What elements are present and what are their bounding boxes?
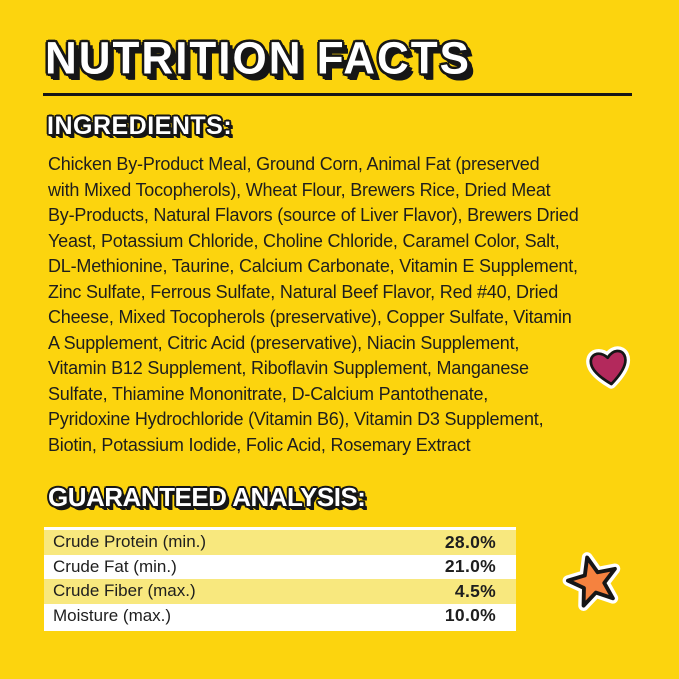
analysis-label: Crude Fat (min.) bbox=[53, 556, 177, 576]
analysis-label: Crude Protein (min.) bbox=[53, 532, 207, 552]
ingredients-line: with Mixed Tocopherols), Wheat Flour, Brewers Rice, Dried Meat bbox=[48, 179, 551, 200]
analysis-label: Moisture (max.) bbox=[53, 605, 172, 625]
title-divider bbox=[43, 93, 632, 96]
analysis-value: 10.0% bbox=[444, 605, 496, 626]
ingredients-line: Sulfate, Thiamine Mononitrate, D-Calcium Pantothenate, bbox=[48, 383, 489, 404]
ingredients-line: Yeast, Potassium Chloride, Choline Chloride, Caramel Color, Salt, bbox=[48, 230, 560, 251]
star-icon bbox=[562, 550, 624, 612]
table-row bbox=[44, 530, 516, 555]
table-row bbox=[44, 604, 516, 629]
ingredients-heading: INGREDIENTS: bbox=[47, 112, 233, 140]
ingredients-line: Chicken By-Product Meal, Ground Corn, Animal Fat (preserved bbox=[48, 154, 540, 174]
ingredients-line: Biotin, Potassium Iodide, Folic Acid, Rosemary Extract bbox=[48, 434, 471, 455]
analysis-value: 21.0% bbox=[444, 556, 496, 577]
table-row bbox=[44, 579, 516, 604]
analysis-value: 4.5% bbox=[454, 580, 496, 601]
analysis-label: Crude Fiber (max.) bbox=[53, 581, 196, 601]
ingredients-line: A Supplement, Citric Acid (preservative), Niacin Supplement, bbox=[48, 332, 520, 353]
table-row bbox=[44, 555, 516, 580]
ingredients-line: Pyridoxine Hydrochloride (Vitamin B6), Vitamin D3 Supplement, bbox=[48, 409, 544, 429]
heart-icon bbox=[584, 341, 634, 393]
ingredients-line: By-Products, Natural Flavors (source of Liver Flavor), Brewers Dried bbox=[48, 205, 579, 225]
analysis-value: 28.0% bbox=[444, 531, 496, 552]
guaranteed-analysis-heading: GUARANTEED ANALYSIS: bbox=[48, 482, 366, 512]
ingredients-text bbox=[48, 152, 648, 458]
ingredients-line: DL-Methionine, Taurine, Calcium Carbonate, Vitamin E Supplement, bbox=[48, 256, 578, 276]
ingredients-line: Zinc Sulfate, Ferrous Sulfate, Natural Beef Flavor, Red #40, Dried bbox=[48, 281, 559, 302]
page-title: NUTRITION FACTS bbox=[45, 33, 471, 84]
ingredients-line: Vitamin B12 Supplement, Riboflavin Supplement, Manganese bbox=[48, 358, 529, 378]
ingredients-line: Cheese, Mixed Tocopherols (preservative), Copper Sulfate, Vitamin bbox=[48, 307, 572, 327]
guaranteed-analysis-table bbox=[44, 527, 516, 631]
